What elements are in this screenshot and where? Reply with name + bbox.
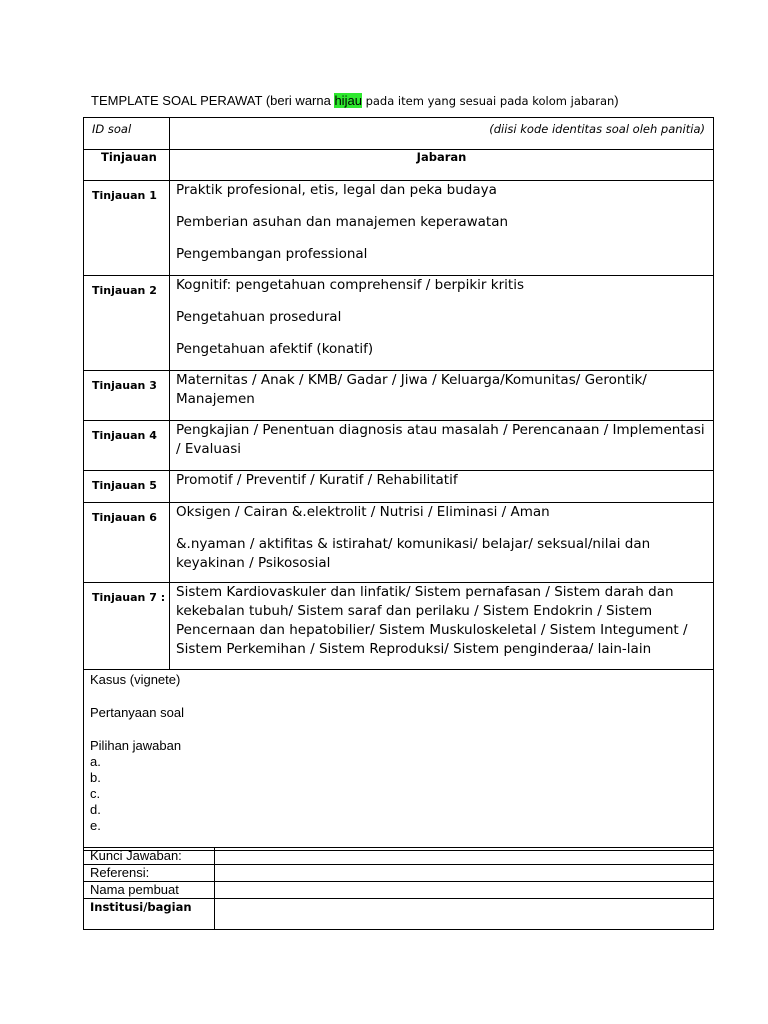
jabaran-item[interactable]: Oksigen / Cairan &.elektrolit / Nutrisi / Eliminasi / Aman bbox=[176, 504, 550, 520]
table-row bbox=[84, 503, 714, 583]
footer-table bbox=[83, 847, 714, 930]
row-label: Tinjauan 5 bbox=[92, 479, 157, 492]
kunci-label: Kunci Jawaban: bbox=[84, 848, 215, 865]
institusi-field[interactable] bbox=[215, 899, 714, 930]
nama-field[interactable] bbox=[215, 882, 714, 899]
id-note: (diisi kode identitas soal oleh panitia) bbox=[489, 122, 705, 136]
row-label: Tinjauan 7 : bbox=[92, 591, 166, 604]
document-title bbox=[91, 93, 619, 108]
row-label: Tinjauan 3 bbox=[92, 379, 157, 392]
jabaran-item[interactable]: Promotif / Preventif / Kuratif / Rehabilitatif bbox=[176, 472, 458, 488]
id-label-cell bbox=[84, 118, 170, 150]
header-tinjauan: Tinjauan bbox=[84, 150, 170, 181]
title-main: TEMPLATE SOAL PERAWAT (beri warna bbox=[91, 93, 335, 108]
jabaran-item[interactable]: Pengetahuan prosedural bbox=[176, 309, 342, 325]
jabaran-item[interactable]: Pengetahuan afektif (konatif) bbox=[176, 341, 374, 357]
institusi-label: Institusi/bagian bbox=[84, 899, 215, 930]
header-jabaran: Jabaran bbox=[170, 150, 714, 181]
jabaran-item[interactable]: Pengembangan professional bbox=[176, 246, 368, 262]
title-tail: pada item yang sesuai pada kolom jabaran bbox=[361, 94, 615, 108]
row-label: Tinjauan 1 bbox=[92, 189, 157, 202]
pertanyaan-label: Pertanyaan soal bbox=[90, 705, 184, 720]
table-row bbox=[84, 181, 714, 276]
jabaran-item[interactable]: Pengkajian / Penentuan diagnosis atau masalah / Perencanaan / Implementasi / Evaluasi bbox=[176, 422, 705, 457]
referensi-label: Referensi: bbox=[84, 865, 215, 882]
jabaran-item[interactable]: Maternitas / Anak / KMB/ Gadar / Jiwa / Keluarga/Komunitas/ Gerontik/ Manajemen bbox=[176, 372, 647, 407]
kasus-row bbox=[84, 670, 714, 851]
footer-row-kunci bbox=[84, 848, 714, 865]
option-e: e. bbox=[90, 818, 101, 833]
row-label: Tinjauan 2 bbox=[92, 284, 157, 297]
option-b: b. bbox=[90, 770, 101, 785]
pilihan-label: Pilihan jawaban bbox=[90, 738, 182, 753]
title-close: ) bbox=[614, 93, 619, 108]
table-row bbox=[84, 583, 714, 670]
title-highlight: hijau bbox=[334, 93, 362, 108]
table-row bbox=[84, 276, 714, 371]
row-label: Tinjauan 6 bbox=[92, 511, 157, 524]
id-label: ID soal bbox=[92, 122, 132, 136]
kasus-label: Kasus (vignete) bbox=[90, 672, 181, 687]
table-row bbox=[84, 371, 714, 421]
template-table bbox=[83, 117, 714, 851]
footer-row-institusi bbox=[84, 899, 714, 930]
footer-row-nama bbox=[84, 882, 714, 899]
referensi-field[interactable] bbox=[215, 865, 714, 882]
header-row bbox=[84, 150, 714, 181]
option-c: c. bbox=[90, 786, 101, 801]
row-label: Tinjauan 4 bbox=[92, 429, 157, 442]
id-note-cell[interactable] bbox=[170, 118, 714, 150]
nama-label: Nama pembuat bbox=[84, 882, 215, 899]
jabaran-item[interactable]: Sistem Kardiovaskuler dan linfatik/ Sistem pernafasan / Sistem darah dan kekebalan tubuh/ Sistem saraf dan perilaku / Sistem Endokrin / Sistem Pencernaan dan hepatobilier/ Sistem Muskuloskeletal / Sistem Integument / Sistem Perkemihan / Sistem Reproduksi/ Sistem penginderaa/ lain-lain bbox=[176, 584, 688, 657]
kunci-field[interactable] bbox=[215, 848, 714, 865]
jabaran-item[interactable]: Pemberian asuhan dan manajemen keperawatan bbox=[176, 214, 509, 230]
jabaran-item[interactable]: Praktik profesional, etis, legal dan peka budaya bbox=[176, 182, 497, 198]
table-row bbox=[84, 471, 714, 503]
jabaran-item[interactable]: &.nyaman / aktifitas & istirahat/ komunikasi/ belajar/ seksual/nilai dan keyakinan / Psikososial bbox=[176, 536, 651, 571]
jabaran-item[interactable]: Kognitif: pengetahuan comprehensif / berpikir kritis bbox=[176, 277, 524, 293]
option-d: d. bbox=[90, 802, 101, 817]
option-a: a. bbox=[90, 754, 101, 769]
table-row bbox=[84, 421, 714, 471]
footer-row-referensi bbox=[84, 865, 714, 882]
id-row bbox=[84, 118, 714, 150]
kasus-section[interactable] bbox=[84, 670, 713, 834]
